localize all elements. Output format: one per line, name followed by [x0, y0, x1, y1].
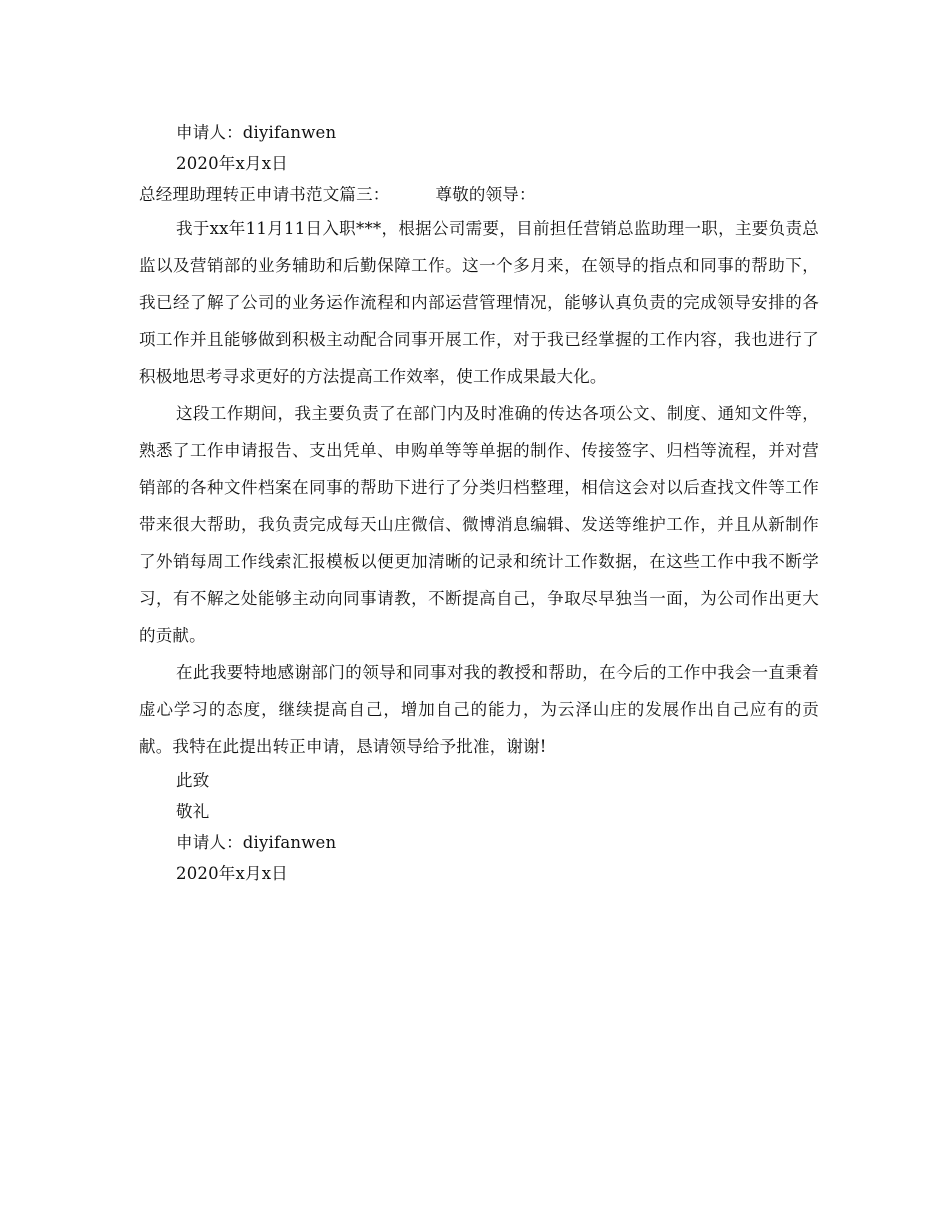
closing-applicant: 申请人：diyifanwen: [176, 833, 337, 852]
closing-line-1: 此致: [176, 771, 210, 790]
closing-line-2: 敬礼: [176, 802, 210, 821]
paragraph-1: 我于xx年11月11日入职***，根据公司需要，目前担任营销总监助理一职，主要负责总监以及营销部的业务辅助和后勤保障工作。这一个多月来，在领导的指点和同事的帮助下，我已经了解了公司的业务运作流程和内部运营管理情况，能够认真负责的完成领导安排的各项工作并且能够做到积极主动配合同事开展工作，对于我已经掌握的工作内容，我也进行了积极地思考寻求更好的方法提高工作效率，使工作成果最大化。: [139, 219, 819, 386]
header-applicant: 申请人：diyifanwen: [176, 123, 337, 142]
section-title: 总经理助理转正申请书范文篇三：: [139, 185, 390, 204]
header-date: 2020年x月x日: [176, 154, 288, 173]
salutation: 尊敬的领导：: [435, 185, 536, 204]
paragraph-3: 在此我要特地感谢部门的领导和同事对我的教授和帮助，在今后的工作中我会一直秉着虚心学习的态度，继续提高自己，增加自己的能力，为云泽山庄的发展作出自己应有的贡献。我特在此提出转正申请，恳请领导给予批准，谢谢!: [139, 663, 819, 756]
section-heading-row: [139, 179, 819, 210]
paragraph-2: 这段工作期间，我主要负责了在部门内及时准确的传达各项公文、制度、通知文件等，熟悉了工作申请报告、支出凭单、申购单等等单据的制作、传接签字、归档等流程，并对营销部的各种文件档案在同事的帮助下进行了分类归档整理，相信这会对以后查找文件等工作带来很大帮助，我负责完成每天山庄微信、微博消息编辑、发送等维护工作，并且从新制作了外销每周工作线索汇报模板以便更加清晰的记录和统计工作数据，在这些工作中我不断学习，有不解之处能够主动向同事请教，不断提高自己，争取尽早独当一面，为公司作出更大的贡献。: [139, 404, 819, 645]
closing-date: 2020年x月x日: [176, 864, 288, 883]
letter-body: [139, 117, 819, 889]
